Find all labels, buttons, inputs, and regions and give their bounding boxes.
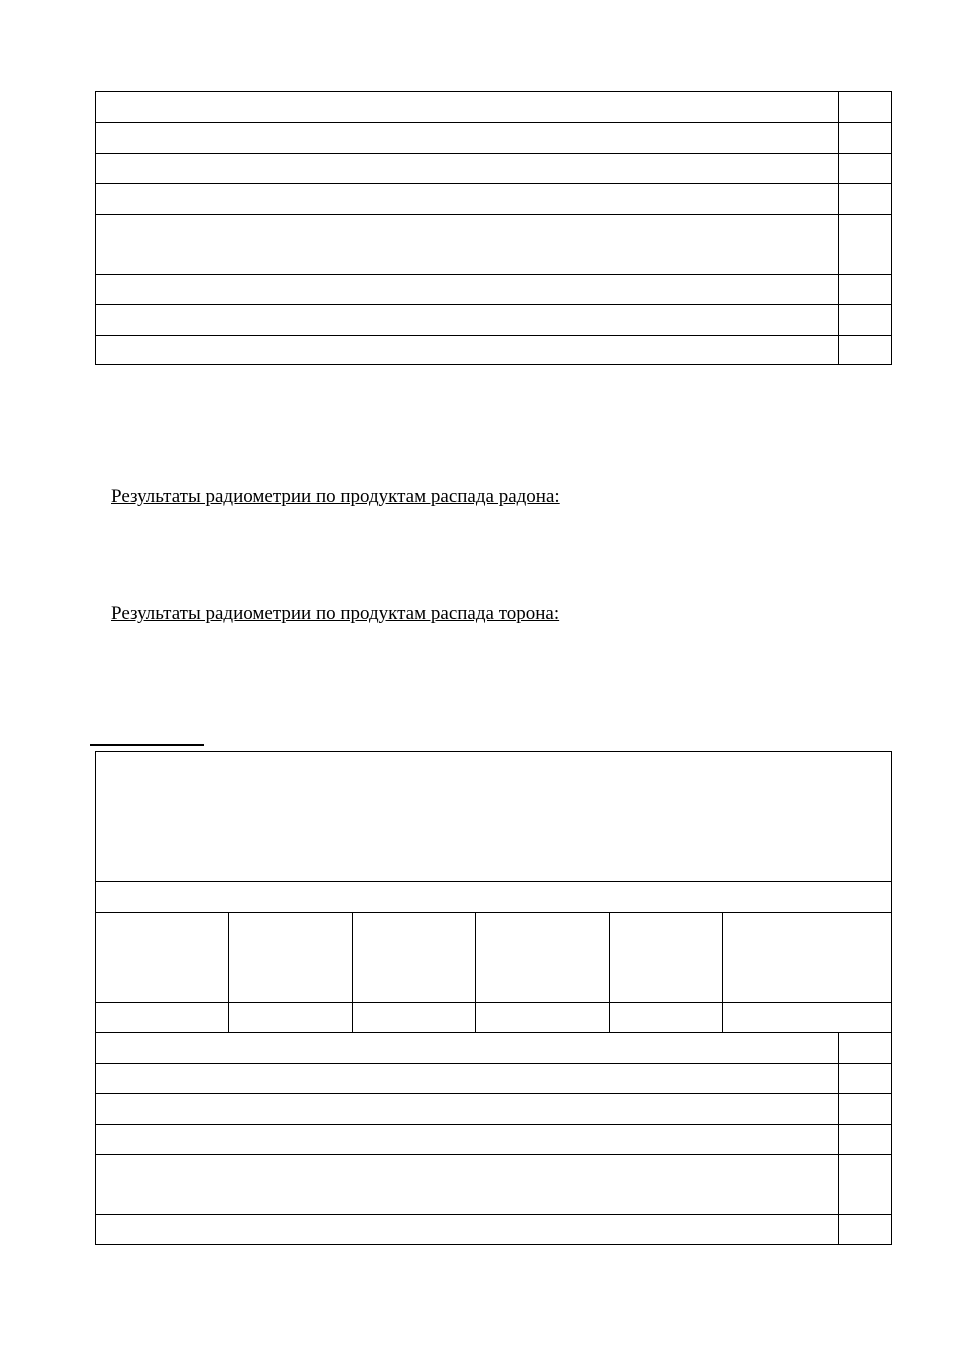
- thoron-results-heading: Результаты радиометрии по продуктам распада торона:: [111, 603, 560, 624]
- table-cell: [838, 215, 891, 274]
- table-cell: [96, 1033, 838, 1063]
- table-cell: [96, 215, 838, 274]
- table-cell: [838, 336, 891, 364]
- short-underline-rule: [90, 744, 204, 746]
- table-cell: [838, 184, 891, 214]
- table-cell: [96, 1064, 838, 1093]
- table-cell: [96, 1003, 228, 1032]
- table-cell: [838, 1033, 891, 1063]
- table-cell: [838, 123, 891, 153]
- table-cell: [96, 154, 838, 183]
- table-cell: [96, 1125, 838, 1154]
- table-row: [96, 1032, 891, 1063]
- table-cell: [96, 336, 838, 364]
- table-cell: [838, 1125, 891, 1154]
- table-cell: [96, 275, 838, 304]
- table-column-header-row: [96, 912, 891, 1002]
- table-row: [96, 304, 891, 335]
- table-cell: [722, 913, 891, 1002]
- table-cell: [228, 913, 352, 1002]
- table-cell: [838, 305, 891, 335]
- table-cell: [838, 275, 891, 304]
- table-cell: [96, 184, 838, 214]
- table-row: [96, 122, 891, 153]
- table-row: [96, 1093, 891, 1124]
- table-cell: [96, 92, 838, 122]
- top-form-table: [95, 91, 892, 365]
- table-row: [96, 274, 891, 304]
- table-cell: [838, 92, 891, 122]
- table-cell: [96, 1215, 838, 1244]
- table-cell: [838, 1155, 891, 1214]
- table-cell: [96, 913, 228, 1002]
- table-cell: [838, 154, 891, 183]
- table-header-row: [96, 752, 891, 881]
- table-row: [96, 183, 891, 214]
- table-row: [96, 1214, 891, 1244]
- table-cell: [609, 913, 722, 1002]
- table-row: [96, 1002, 891, 1032]
- table-cell: [475, 1003, 609, 1032]
- radon-results-heading: Результаты радиометрии по продуктам распада радона:: [111, 486, 560, 507]
- bottom-form-table: [95, 751, 892, 1245]
- table-cell: [475, 913, 609, 1002]
- table-cell: [228, 1003, 352, 1032]
- table-row: [96, 1063, 891, 1093]
- table-row: [96, 153, 891, 183]
- table-cell: [352, 1003, 475, 1032]
- table-cell: [96, 752, 891, 881]
- table-row: [96, 214, 891, 274]
- table-row: [96, 92, 891, 122]
- table-cell: [352, 913, 475, 1002]
- table-row: [96, 881, 891, 912]
- table-cell: [96, 882, 891, 912]
- table-cell: [838, 1215, 891, 1244]
- table-cell: [838, 1064, 891, 1093]
- table-cell: [96, 305, 838, 335]
- table-row: [96, 335, 891, 364]
- table-cell: [722, 1003, 891, 1032]
- table-cell: [96, 1094, 838, 1124]
- table-cell: [96, 123, 838, 153]
- table-cell: [609, 1003, 722, 1032]
- table-row: [96, 1124, 891, 1154]
- table-row: [96, 1154, 891, 1214]
- table-cell: [838, 1094, 891, 1124]
- table-cell: [96, 1155, 838, 1214]
